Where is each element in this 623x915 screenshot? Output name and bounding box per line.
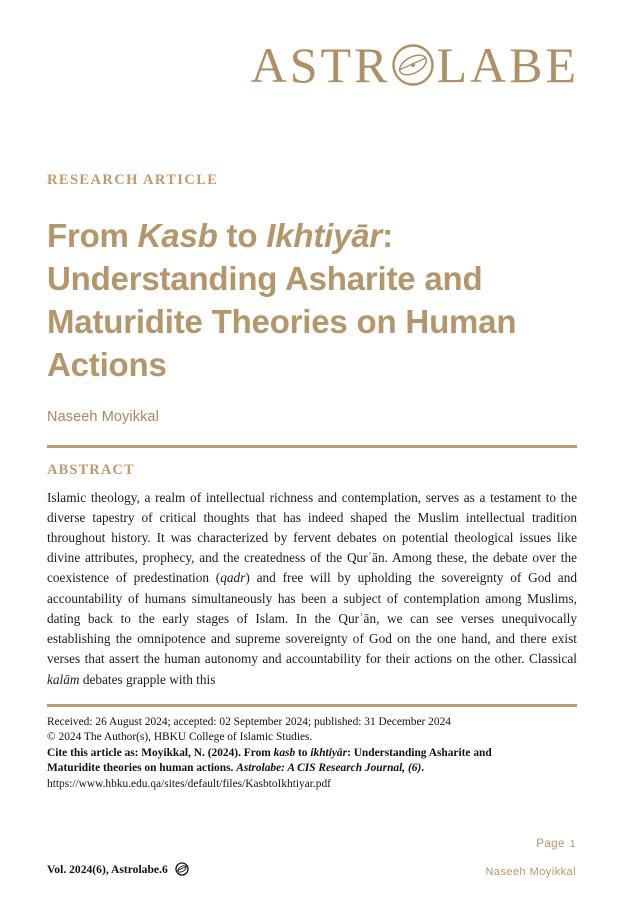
logo-letters-left: ASTR [250, 37, 391, 93]
copyright-line: © 2024 The Author(s), HBKU College of Islamic Studies. [47, 731, 313, 744]
astrolabe-mark-icon [175, 862, 189, 876]
divider-top [47, 445, 577, 448]
article-content [47, 0, 577, 792]
article-type-kicker: RESEARCH ARTICLE [47, 172, 219, 188]
article-url[interactable]: https://www.hbku.edu.qa/sites/default/files/KasbtoIkhtiyar.pdf [47, 777, 331, 790]
footer-page-number: 1 [569, 838, 576, 850]
footer-author: Naseeh Moyikkal [485, 866, 576, 878]
received-accepted-published-line: Received: 26 August 2024; accepted: 02 September 2024; published: 31 December 2024 [47, 715, 451, 728]
logo-letters-right: LABE [436, 37, 579, 93]
citation-line: Cite this article as: Moyikkal, N. (2024). From kasb to ikhtiyār: Understanding Asharite and Maturidite theories on human actions. Astrolabe: A CIS Research Journal, (6). [47, 746, 492, 775]
footer-page-label: Page [536, 838, 565, 850]
article-author: Naseeh Moyikkal [47, 408, 159, 425]
footer-volume-block [47, 862, 189, 876]
footer-page-indicator [536, 838, 576, 850]
publication-metadata [47, 715, 517, 793]
divider-bottom [47, 704, 577, 707]
abstract-heading: ABSTRACT [47, 461, 135, 478]
abstract-text: Islamic theology, a realm of intellectual richness and contemplation, serves as a testament to the diverse tapestry of critical thoughts that has indeed shaped the Muslim intellectual tradition throughout history. It was characterized by fervent debates on potential theological issues like divine attributes, prophecy, and the createdness of the Qurʾān. Among these, the debate over the coexistence of predestination (qadr) and free will by upholding the sovereignty of God and accountability of humans simultaneously has been a subject of contemplation among Muslims, dating back to the early stages of Islam. In the Qurʾān, we can see verses unequivocally establishing the omnipotence and supreme sovereignty of God on the one hand, and there exist verses that assert the human autonomy and accountability for their actions on the other. Classical kalām debates grapple with this [47, 489, 577, 687]
page-title: From Kasb to Ikhtiyār: Understanding Asharite and Maturidite Theories on Human Actions [47, 217, 517, 383]
footer-volume-text: Vol. 2024(6), Astrolabe.6 [47, 862, 168, 876]
